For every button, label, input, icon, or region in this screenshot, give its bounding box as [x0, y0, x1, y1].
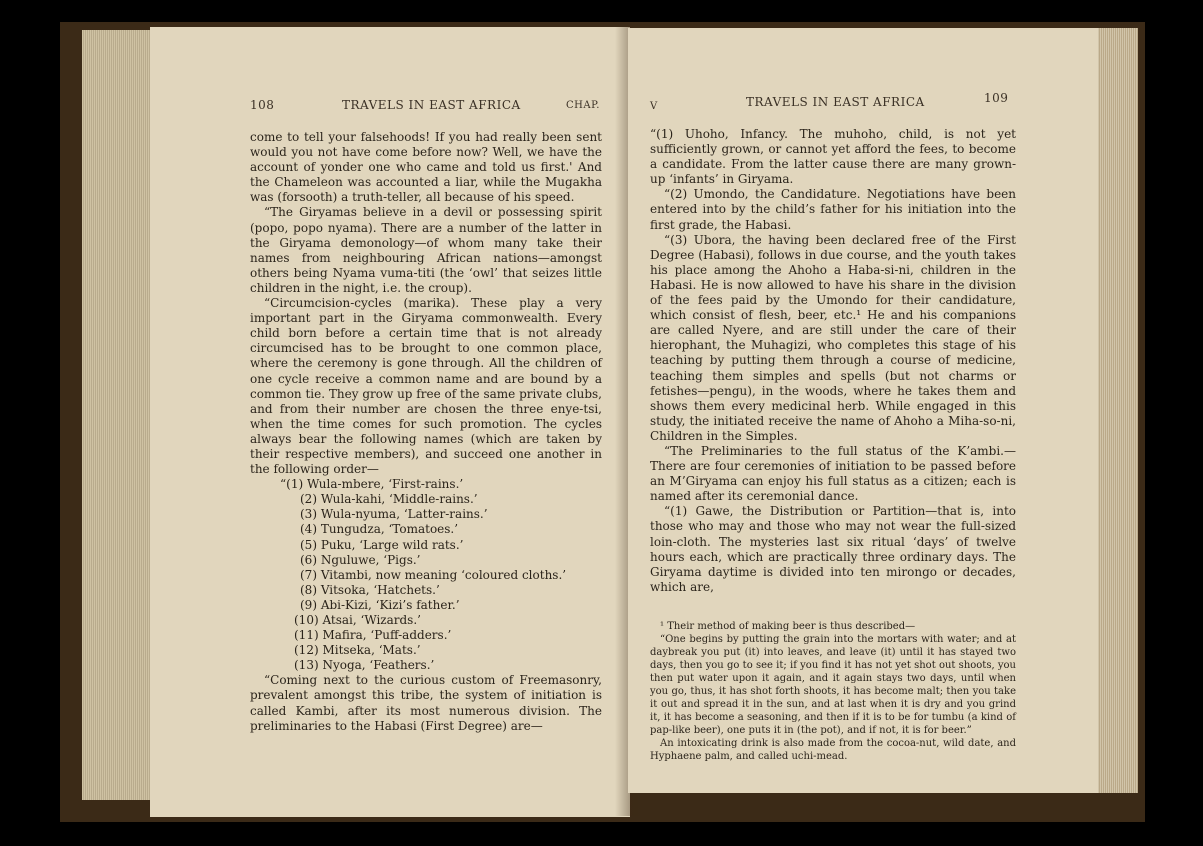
footnotes [650, 620, 1016, 763]
footnote: “One begins by putting the grain into the mortars with water; and at daybreak you put (it) into leaves, and leave (it) until it has stayed two days, then you go to see it; if you find it has not yet shot out shoots, you then put water upon it again, and it again stays two days, until when you go, thus, it has shot forth shoots, it has become malt; then you take it out and spread it in the sun, and at last when it is dry and you grind it, it has become a seasoning, and then if it is to be for tumbu (a kind of pap-like beer), one puts it in (the pot), and if not, it is for beer.” [650, 634, 1016, 736]
paragraph: “(1) Uhoho, Infancy. The muhoho, child, is not yet sufficiently grown, or cannot yet afford the fees, to become a candidate. From the latter cause there are many grown-up ‘infants’ in Giryama. [650, 127, 1016, 187]
list-item: “(1) Wula-mbere, ‘First-rains.’ [280, 477, 464, 492]
right-page [628, 28, 1098, 793]
paragraph: “(1) Gawe, the Distribution or Partition—that is, into those who may and those who may not wear the full-sized loin-cloth. The mysteries last six ritual ‘days’ of twelve hours each, which are practically three ordinary days. The Giryama daytime is divided into ten mirongo or decades, which are, [650, 504, 1016, 594]
list-item: (9) Abi-Kizi, ‘Kizi’s father.’ [300, 597, 460, 612]
list-item: (7) Vitambi, now meaning ‘coloured cloths.’ [300, 567, 567, 582]
list-item: (13) Nyoga, ‘Feathers.’ [294, 658, 435, 673]
paragraph: “(2) Umondo, the Candidature. Negotiations have been entered into by the child’s father for his initiation into the first grade, the Habasi. [650, 187, 1016, 232]
paragraph: “The Preliminaries to the full status of the K’ambi.—There are four ceremonies of initiation to be passed before an M’Giryama can enjoy his full status as a citizen; each is named after its ceremonial dance. [650, 443, 1016, 504]
list-item: (6) Nguluwe, ‘Pigs.’ [300, 552, 421, 567]
list-item: (5) Puku, ‘Large wild rats.’ [300, 537, 464, 552]
right-running-head: TRAVELS IN EAST AFRICA [746, 95, 925, 109]
list-item: (2) Wula-kahi, ‘Middle-rains.’ [300, 492, 478, 507]
footnote: An intoxicating drink is also made from the cocoa-nut, wild date, and Hyphaene palm, and called uchi-mead. [650, 738, 1016, 762]
list-item: (3) Wula-nyuma, ‘Latter-rains.’ [300, 507, 488, 522]
paragraph: “Circumcision-cycles (marika). These play a very important part in the Giryama commonwealth. Every child born before a certain time that is not already circumcised has to be brought to one common place, where the ceremony is gone through. All the children of one cycle receive a common name and are bound by a common tie. They grow up free of the same private clubs, and from their number are chosen the three enye-tsi, when the time comes for such promotion. The cycles always bear the following names (which are taken by their respective members), and succeed one another in the following order— [250, 296, 602, 477]
right-chapter-mark: V [650, 101, 658, 112]
left-body [250, 130, 602, 734]
footnote: ¹ Their method of making beer is thus described— [660, 621, 916, 632]
list-item: (4) Tungudza, ‘Tomatoes.’ [300, 522, 459, 537]
paragraph: “Coming next to the curious custom of Freemasonry, prevalent amongst this tribe, the system of initiation is called Kambi, after its most numerous division. The preliminaries to the Habasi (First Degree) are— [250, 673, 602, 733]
left-page-number: 108 [250, 98, 275, 112]
cycle-list [250, 477, 602, 673]
left-running-head: TRAVELS IN EAST AFRICA [342, 98, 521, 112]
paragraph: “(3) Ubora, the having been declared free of the First Degree (Habasi), follows in due course, and the youth takes his place among the Ahoho a Haba-si-ni, children in the Habasi. He is now allowed to have his share in the division of the fees paid by the Umondo for their candidature, which consist of flesh, beer, etc.¹ He and his companions are called Nyere, and are still under the care of their hierophant, the Muhagizi, who completes this stage of his teaching by putting them through a course of medicine, teaching them simples and spells (but not charms or fetishes—pengu), in the woods, where he takes them and shows them every medicinal herb. While engaged in this study, the initiated receive the name of Ahoho a Miha-so-ni, Children in the Simples. [650, 232, 1016, 443]
left-page [150, 27, 630, 817]
paragraph: come to tell your falsehoods! If you had really been sent would you not have come before now? Well, we have the account of yonder one who came and told us first.' And the Chameleon was accounted a liar, while the Mugakha was (forsooth) a truth-teller, all because of his speed. [250, 130, 602, 205]
paragraph: “The Giryamas believe in a devil or possessing spirit (popo, popo nyama). There are a number of the latter in the Giryama demonology—of whom many take their names from neighbouring African nations—amongst others being Nyama vuma-titi (the ‘owl’ that seizes little children in the night, i.e. the croup). [250, 205, 602, 295]
left-chapter-mark: CHAP. [566, 100, 600, 111]
list-item: (8) Vitsoka, ‘Hatchets.’ [300, 582, 440, 597]
list-item: (10) Atsai, ‘Wizards.’ [294, 613, 421, 627]
right-page-number: 109 [984, 91, 1009, 105]
list-item: (11) Mafira, ‘Puff-adders.’ [294, 628, 452, 643]
right-body [650, 127, 1016, 595]
list-item: (12) Mitseka, ‘Mats.’ [294, 643, 421, 658]
